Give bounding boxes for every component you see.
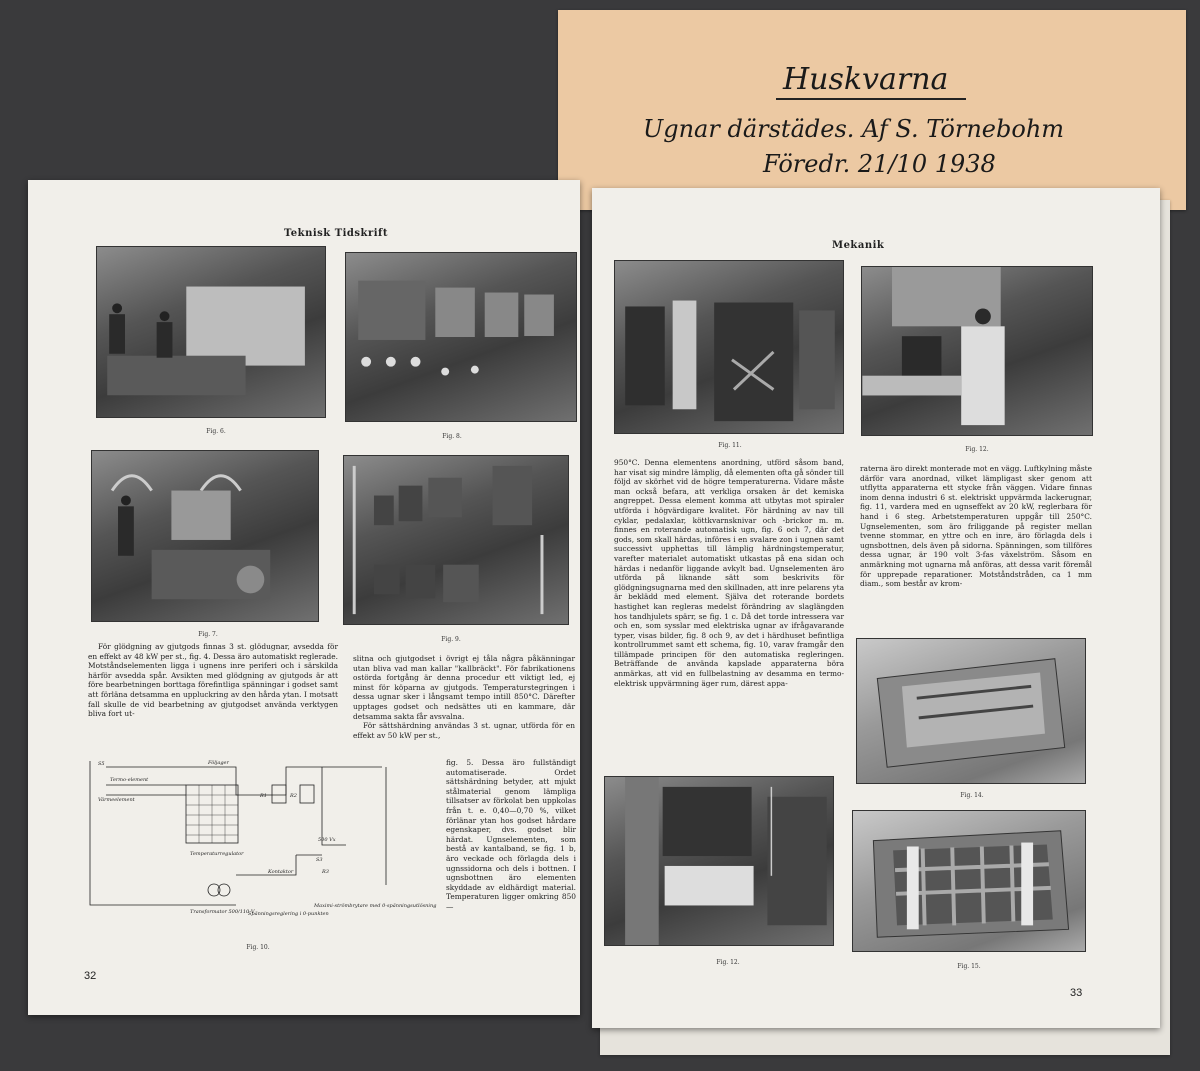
right-col1-text: 950°C. Denna elementens anordning, utförd såsom band, har visat sig mindre lämplig, då elementen ofta gå sönder till följd av skörhet vid de högre temperaturerna. Vidare måste man också befara, att verkliga orsaken är det kemiska angreppet. Dessa element komma att utbytas mot spiraler utförda i högvärdigare kvalitet. För härdning av nav till cyklar, pedalaxlar, köttkvarnsknivar och -brickor m. m. finnes en roterande automatisk ugn, fig. 6 och 7, där det gods, som skall härdas, införes i en svalare zon i ugnen samt successivt upphettas till lämplig härdningstemperatur, varefter materialet automatiskt utkastas på ena sidan och härdas i nedanför liggande avkylt bad. Ugnselementen äro utförda på liknande sätt som beskrivits för glödgningsugnarna med den skillnaden, att inre pelarens yta är beklädd med element. Själva det roterande bordets hastighet kan regleras medelst förändring av slaglängden hos tandhjulets spärr, se fig. 1 c. Då det torde intressera var och en, som sysslar med elektriska ugnar av ifrågavarande typer, visas bilder, fig. 8 och 9, av det i härdhuset befintliga kontrollrummet samt ett schema, fig. 10, varav framgår den tillämpade principen för den automatiska regleringen. Beträffande de använda kapslade apparaterna böra anmärkas, att vid en fullbelastning av desamma en termo-elektrisk uppvärmning äger rum, därest appa- bbox=[614, 458, 844, 688]
fig8-photo bbox=[345, 252, 577, 422]
diagram-label-r2: R2 bbox=[290, 793, 297, 799]
left-running-head: Teknisk Tidskrift bbox=[284, 228, 388, 239]
left-text-col1 bbox=[88, 642, 338, 750]
diagram-label-s3: S3 bbox=[316, 857, 323, 863]
fig14-caption: Fig. 14. bbox=[960, 792, 984, 799]
left-col2-text-b: För sättshärdning användas 3 st. ugnar, utförda för en effekt av 50 kW per st., bbox=[353, 721, 575, 740]
left-text-col2-lower bbox=[446, 758, 576, 960]
card-title-underline bbox=[776, 98, 966, 100]
left-col2-text-c: fig. 5. Dessa äro fullständigt automatiserade. Ordet sättshärdning betyder, att mjukt stålmaterial genom lämpliga tillsatser av förkolat ben uppkolas från t. e. 0,40—0,70 %, vilket förlänar ytan hos godset hårdare egenskaper, dvs. godset blir härdat. Ugnselementen, som bestå av kantalband, se fig. 1 b, äro veckade och förlagda dels i ugnssidorna och dels i bottnen. I ugnsbottnen äro elementen skyddade av eldhärdigt material. Temperaturen ligger omkring 850— bbox=[446, 758, 576, 911]
diagram-label-r1: R1 bbox=[260, 793, 267, 799]
card-line-1: Ugnar därstädes. Af S. Törnebohm bbox=[643, 115, 1065, 143]
fig7-caption: Fig. 7. bbox=[198, 631, 218, 638]
diagram-label-maximi: Maximi-strömbrytare med 0-spänningsutlösning bbox=[314, 903, 437, 909]
left-page-number: 32 bbox=[84, 970, 97, 982]
right-col2-text: raterna äro direkt monterade mot en vägg. Luftkylning måste därför vara anordnad, vilket lämpligast sker genom att utflytta apparaterna ett stycke från väggen. Vidare finnas inom denna industri 6 st. elektriskt uppvärmda lackerugnar, fig. 11, vardera med en ugnseffekt av 20 kW, reglerbara för hand i 6 steg. Arbetstemperaturen uppgår till 250°C. Ugnselementen, som äro friliggande på register mellan tvenne stommar, en yttre och en inre, äro förlagda dels i ugnsbottnen, dels även på sidorna. Spänningen, som tillföres dessa ugnar, är 190 volt 3-fas växelström. Såsom en anmärkning mot ugnarna må anföras, att dessa varit föremål för upprepade reparationer. Motståndstråden, ca 1 mm diam., som består av krom- bbox=[860, 464, 1092, 589]
left-text-col2 bbox=[353, 654, 575, 756]
fig15-photo bbox=[852, 810, 1086, 952]
fig8-caption: Fig. 8. bbox=[442, 433, 462, 440]
right-page-number: 33 bbox=[1070, 987, 1083, 999]
card-line-2: Föredr. 21/10 1938 bbox=[763, 150, 996, 178]
diagram-label-termo: Termo-element bbox=[110, 777, 149, 783]
fig9-photo bbox=[343, 455, 569, 625]
diagram-label-500: 500 Vx bbox=[318, 837, 336, 843]
fig9-caption: Fig. 9. bbox=[441, 636, 461, 643]
fig12b-caption: Fig. 12. bbox=[716, 959, 740, 966]
left-col2-text-a: slitna och gjutgodset i övrigt ej tåla några påkänningar utan bliva vad man kallar "kallbräckt". För fabrikationens ostörda fortgång är denna procedur ett viktigt led, ej minst för köparna av gjutgods. Temperaturstegringen i dessa ugnar sker i långsamt tempo intill 850°C. Därefter upptages godset och nedsättes uti en kammare, där detsamma sakta får avsvalna. bbox=[353, 654, 575, 721]
diagram-label-transformator: Transformator 500/110 V bbox=[190, 909, 255, 915]
diagram-label-r3: R3 bbox=[322, 869, 329, 875]
left-col1-text: För glödgning av gjutgods finnas 3 st. glödugnar, avsedda för en effekt av 48 kW per st., fig. 4. Dessa äro automatiskt reglerade. Motståndselementen ligga i ugnens inre periferi och i särskilda härför avsedda spår. Avsikten med glödgning av gjutgods är att före bearbetningen borttaga förefintliga spänningar i godset samt att förläna detsamma en uppluckring av den hårda ytan. I motsatt fall skulle de vid bearbetning av gjutgodset använda verktygen bliva fort ut- bbox=[88, 642, 339, 719]
right-page bbox=[592, 188, 1160, 1028]
fig12a-photo bbox=[861, 266, 1093, 436]
diagram-label-s5: S5 bbox=[98, 761, 105, 767]
fig6-photo bbox=[96, 246, 326, 418]
left-page bbox=[28, 180, 580, 1015]
diagram-label-varme: Värmeelement bbox=[98, 797, 135, 803]
fig10-schematic bbox=[86, 755, 437, 935]
diagram-label-regulator: Temperaturregulator bbox=[190, 851, 244, 857]
fig6-caption: Fig. 6. bbox=[206, 428, 226, 435]
fig11-photo bbox=[614, 260, 844, 434]
fig7-photo bbox=[91, 450, 319, 622]
fig11-caption: Fig. 11. bbox=[718, 442, 742, 449]
right-text-col2 bbox=[860, 464, 1092, 636]
diagram-label-spanning: Spänningsreglering i 0-punkten bbox=[248, 911, 329, 917]
index-card bbox=[558, 10, 1186, 210]
diagram-label-kontaktor: Kontaktor bbox=[268, 869, 294, 875]
card-title: Huskvarna bbox=[783, 62, 949, 97]
diagram-label-follager: Följager bbox=[208, 760, 229, 766]
fig12a-caption: Fig. 12. bbox=[965, 446, 989, 453]
fig10-caption: Fig. 10. bbox=[246, 944, 270, 951]
right-text-col1 bbox=[614, 458, 844, 766]
fig12b-photo bbox=[604, 776, 834, 946]
fig14-photo bbox=[856, 638, 1086, 784]
fig15-caption: Fig. 15. bbox=[957, 963, 981, 970]
right-running-head: Mekanik bbox=[832, 240, 885, 251]
